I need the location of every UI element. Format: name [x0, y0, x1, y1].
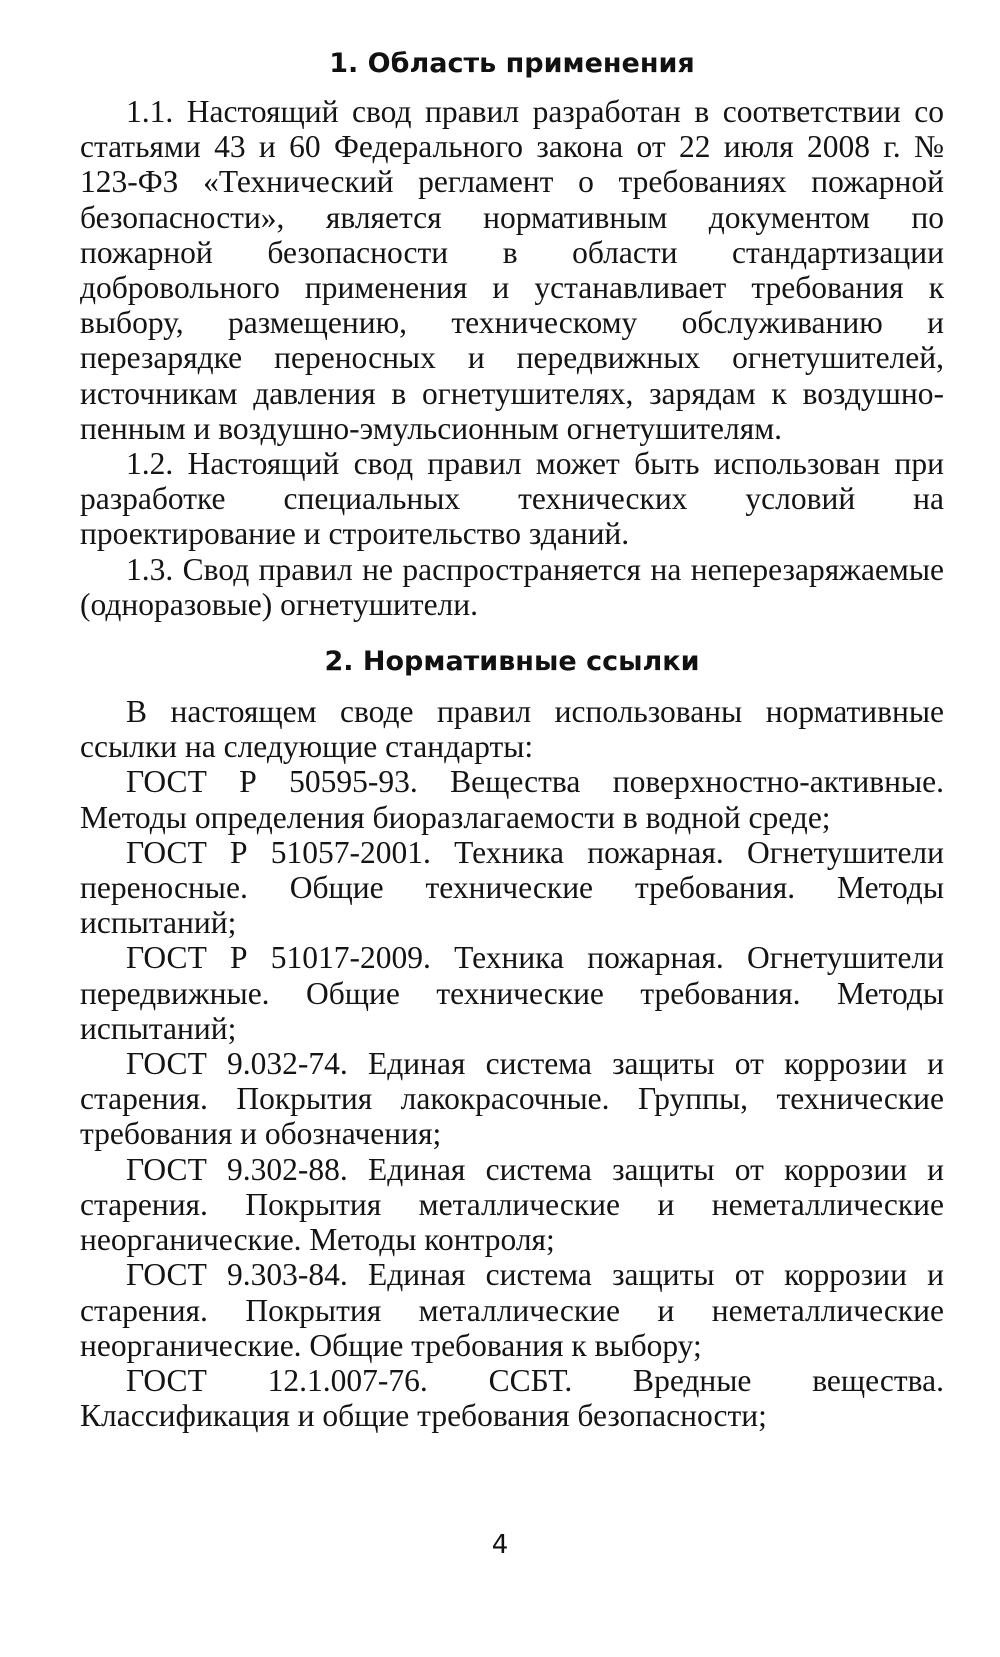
reference-item: ГОСТ 9.032-74. Единая система защиты от коррозии и старения. Покрытия лакокрасочные. Группы, технические требования и обозначения; — [80, 1046, 944, 1152]
reference-item: ГОСТ Р 50595-93. Вещества поверхностно-активные. Методы определения биоразлагаемости в водной среде; — [80, 764, 944, 835]
reference-item: ГОСТ 9.303-84. Единая система защиты от коррозии и старения. Покрытия металлические и неметаллические неорганические. Общие требования к выбору; — [80, 1257, 944, 1363]
paragraph-1-3: 1.3. Свод правил не распространяется на неперезаряжаемые (одноразовые) огнетушители. — [80, 551, 944, 622]
paragraph-1-2: 1.2. Настоящий свод правил может быть использован при разработке специальных технических условий на проектирование и строительство зданий. — [80, 446, 944, 552]
section-title-normative-references: 2. Нормативные ссылки — [324, 646, 700, 678]
reference-item: ГОСТ Р 51017-2009. Техника пожарная. Огнетушители передвижные. Общие технические требования. Методы испытаний; — [80, 940, 944, 1046]
paragraph-1-1: 1.1. Настоящий свод правил разработан в соответствии со статьями 43 и 60 Федерального закона от 22 июля 2008 г. № 123-ФЗ «Технический регламент о требованиях пожарной безопасности», является нормативным документом по пожарной безопасности в области стандартизации добровольного применения и устанавливает требования к выбору, размещению, техническому обслуживанию и перезарядке переносных и передвижных огнетушителей, источникам давления в огнетушителях, зарядам к воздушно-пенным и воздушно-эмульсионным огнетушителям. — [80, 94, 944, 446]
references-intro: В настоящем своде правил использованы нормативные ссылки на следующие стандарты: — [80, 694, 944, 765]
reference-item: ГОСТ 12.1.007-76. ССБТ. Вредные вещества. Классификация и общие требования безопасности; — [80, 1362, 944, 1434]
page-number: 4 — [491, 1530, 509, 1560]
reference-item: ГОСТ Р 51057-2001. Техника пожарная. Огнетушители переносные. Общие технические требования. Методы испытаний; — [80, 834, 944, 941]
document-page — [80, 44, 944, 1433]
reference-item: ГОСТ 9.302-88. Единая система защиты от коррозии и старения. Покрытия металлические и неметаллические неорганические. Методы контроля; — [80, 1151, 944, 1258]
section-title-scope: 1. Область применения — [329, 48, 695, 79]
